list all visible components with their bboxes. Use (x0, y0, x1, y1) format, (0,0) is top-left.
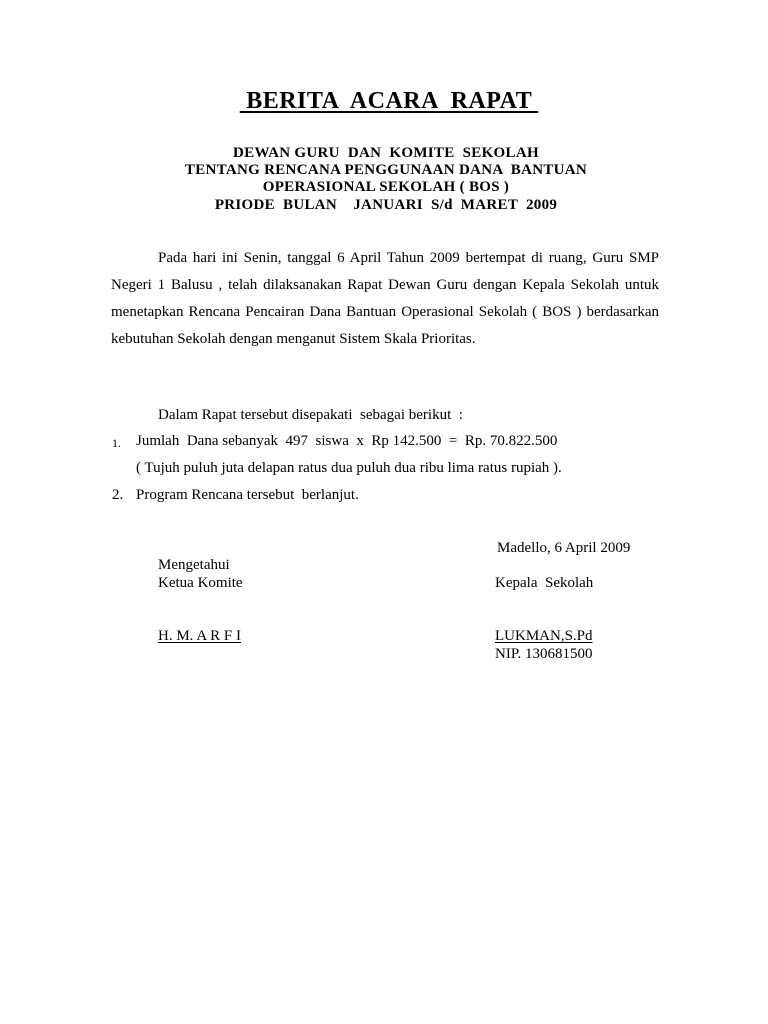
item-2-number: 2. (112, 487, 124, 503)
place-date: Madello, 6 April 2009 (497, 540, 631, 556)
left-signatory-name: H. M. A R F I (158, 628, 241, 644)
right-signatory-name: LUKMAN,S.Pd (495, 628, 593, 644)
document-title-text: BERITA ACARA RAPAT (239, 88, 539, 114)
left-signatory-label-1: Mengetahui (158, 557, 230, 573)
opening-paragraph (111, 245, 659, 353)
item-1-text: Jumlah Dana sebanyak 497 siswa x Rp 142.500 = Rp. 70.822.500 (136, 433, 558, 449)
item-1-number: 1. (112, 436, 121, 450)
agreement-intro: Dalam Rapat tersebut disepakati sebagai berikut : (158, 407, 463, 423)
document-title (0, 88, 768, 115)
right-signatory-label: Kepala Sekolah (495, 575, 594, 591)
subtitle-line-3: OPERASIONAL SEKOLAH ( BOS ) (262, 179, 510, 195)
item-2-text: Program Rencana tersebut berlanjut. (136, 487, 359, 503)
subtitle-line-4: PRIODE BULAN JANUARI S/d MARET 2009 (214, 197, 558, 213)
opening-paragraph-text: Pada hari ini Senin, tanggal 6 April Tahun 2009 bertempat di ruang, Guru SMP Negeri 1 Balusu , telah dilaksanakan Rapat Dewan Guru dengan Kepala Sekolah untuk menetapkan Rencana Pencairan Dana Bantuan Operasional Sekolah ( BOS ) berdasarkan kebutuhan Sekolah dengan menganut Sistem Skala Prioritas. (111, 250, 659, 347)
subtitle-line-2: TENTANG RENCANA PENGGUNAAN DANA BANTUAN (184, 162, 588, 178)
right-signatory-nip: NIP. 130681500 (495, 646, 593, 662)
item-1-continuation: ( Tujuh puluh juta delapan ratus dua puluh dua ribu lima ratus rupiah ). (136, 460, 562, 476)
left-signatory-label-2: Ketua Komite (158, 575, 243, 591)
subtitle-line-1: DEWAN GURU DAN KOMITE SEKOLAH (233, 145, 539, 161)
